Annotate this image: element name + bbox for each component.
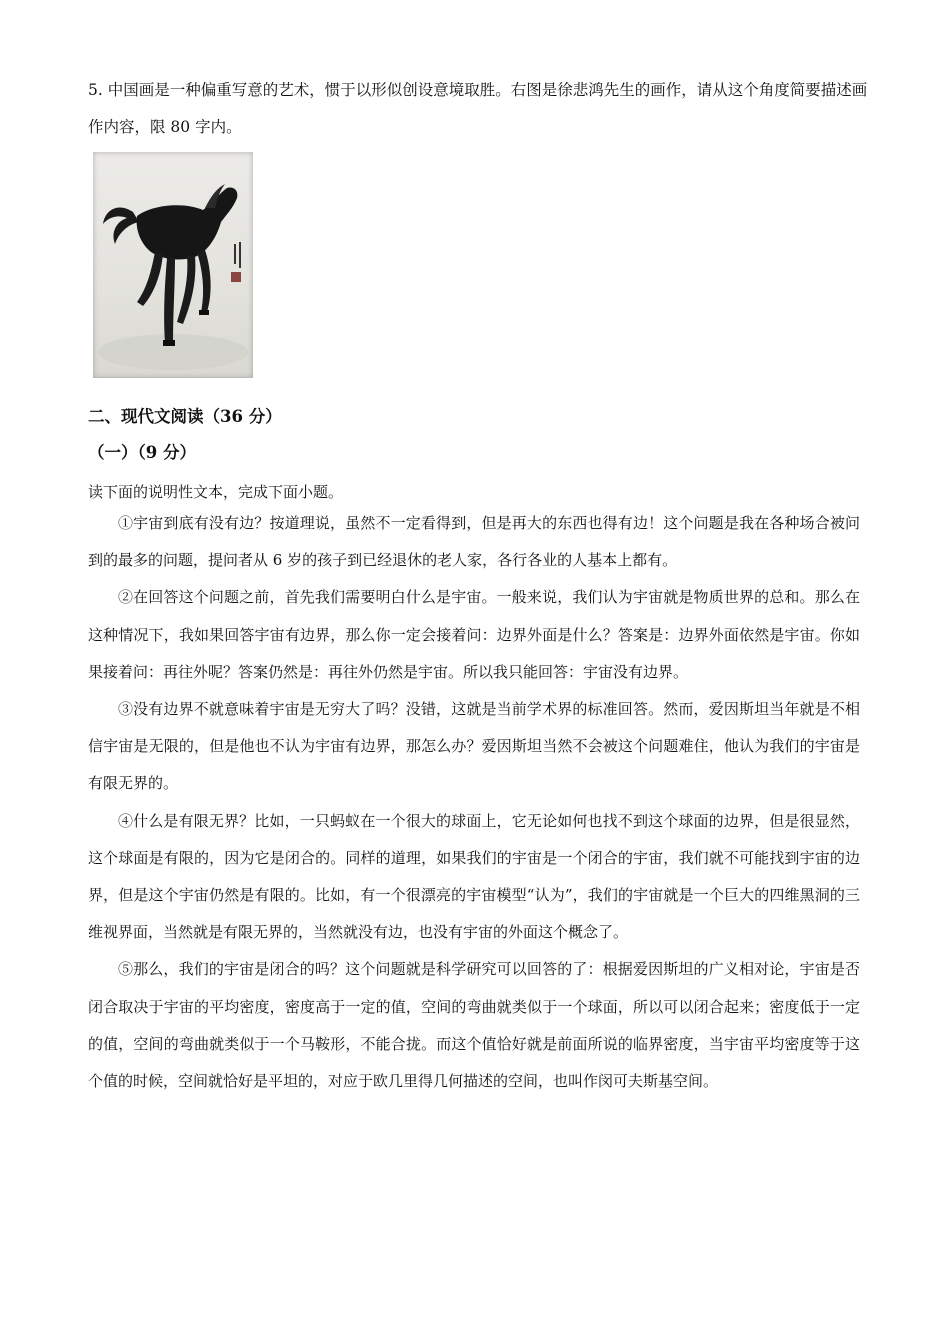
paragraph-1: ①宇宙到底有没有边？按道理说，虽然不一定看得到，但是再大的东西也得有边！这个问题是我在各种场合被问到的最多的问题，提问者从 6 岁的孩子到已经退休的老人家，各行各业的人基本上都有。 (88, 514, 860, 570)
horse-painting-image (93, 152, 253, 378)
paragraph-5: ⑤那么，我们的宇宙是闭合的吗？这个问题就是科学研究可以回答的了：根据爱因斯坦的广义相对论，宇宙是否闭合取决于宇宙的平均密度，密度高于一定的值，空间的弯曲就类似于一个球面，所以可以闭合起来；密度低于一定的值，空间的弯曲就类似于一个马鞍形，不能合拢。而这个值恰好就是前面所说的临界密度，当宇宙平均密度等于这个值的时候，空间就恰好是平坦的，对应于欧几里得几何描述的空间，也叫作闵可夫斯基空间。 (88, 960, 860, 1091)
reading-instruction: 读下面的说明性文本，完成下面小题。 (88, 483, 344, 501)
section-subtitle: （一）（9 分） (88, 443, 196, 462)
galloping-horse-icon (93, 152, 253, 378)
question-5-text: 5. 中国画是一种偏重写意的艺术，惯于以形似创设意境取胜。右图是徐悲鸿先生的画作，请从这个角度简要描述画作内容，限 80 字内。 (88, 81, 868, 136)
paragraph-3: ③没有边界不就意味着宇宙是无穷大了吗？没错，这就是当前学术界的标准回答。然而，爱因斯坦当年就是不相信宇宙是无限的，但是他也不认为宇宙有边界，那怎么办？爱因斯坦当然不会被这个问题难住，他认为我们的宇宙是有限无界的。 (88, 700, 860, 793)
paragraph-4: ④什么是有限无界？比如，一只蚂蚁在一个很大的球面上，它无论如何也找不到这个球面的边界，但是很显然，这个球面是有限的，因为它是闭合的。同样的道理，如果我们的宇宙是一个闭合的宇宙，我们就不可能找到宇宙的边界，但是这个宇宙仍然是有限的。比如，有一个很漂亮的宇宙模型“认为”，我们的宇宙就是一个巨大的四维黑洞的三维视界面，当然就是有限无界的，当然就没有边，也没有宇宙的外面这个概念了。 (88, 811, 860, 942)
section-title: 二、现代文阅读（36 分） (88, 407, 282, 426)
paragraph-2: ②在回答这个问题之前，首先我们需要明白什么是宇宙。一般来说，我们认为宇宙就是物质世界的总和。那么在这种情况下，我如果回答宇宙有边界，那么你一定会接着问：边界外面是什么？答案是：边界外面依然是宇宙。你如果接着问：再往外呢？答案仍然是：再往外仍然是宇宙。所以我只能回答：宇宙没有边界。 (88, 588, 860, 681)
article-body (88, 505, 860, 1100)
